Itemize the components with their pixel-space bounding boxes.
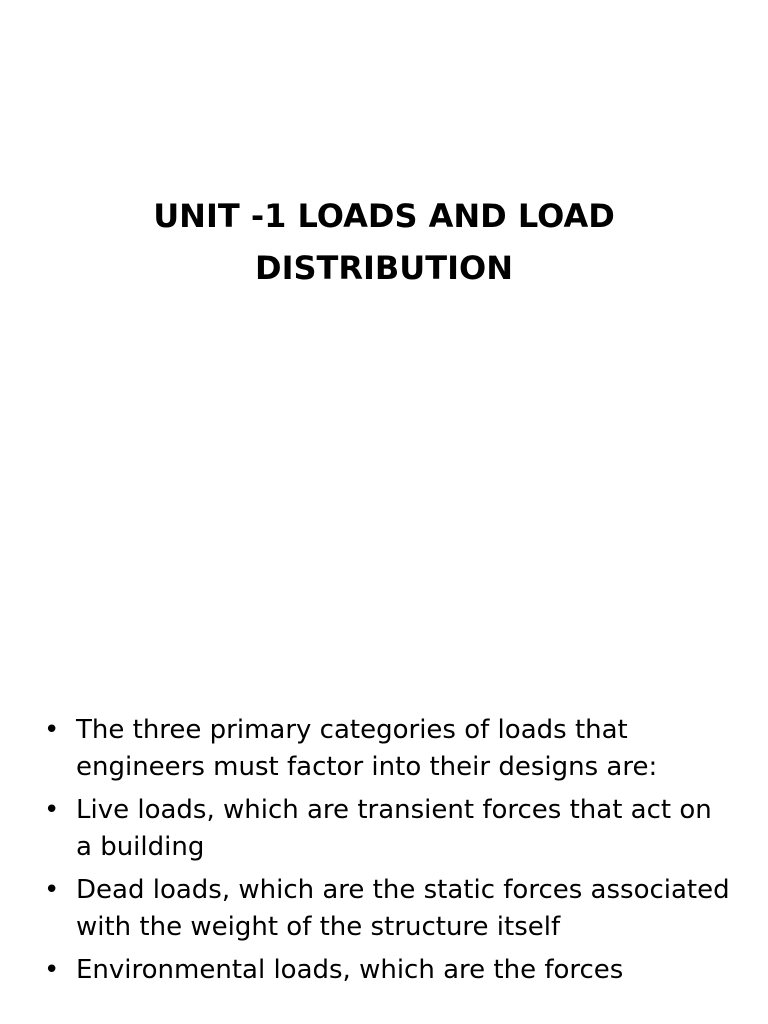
slide-title-line-2: DISTRIBUTION [255,249,513,287]
bullet-marker: • [44,715,60,745]
bullet-item-1 [40,712,730,786]
bullet-marker: • [44,795,60,825]
bullet-text: Live loads, which are transient forces that act on a building [76,795,712,862]
bullet-marker: • [44,955,60,985]
bullet-item-3 [40,872,730,946]
slide-title-line-1: UNIT -1 LOADS AND LOAD [153,197,615,235]
bullet-text: The three primary categories of loads that engineers must factor into their designs are: [76,715,658,782]
bullet-item-4 [40,952,730,989]
bullet-text: Dead loads, which are the static forces associated with the weight of the structure itself [76,875,730,942]
bullet-text: Environmental loads, which are the forces [76,955,624,985]
bullet-marker: • [44,875,60,905]
bullet-item-2 [40,792,730,866]
slide-title [40,190,728,294]
bullet-list [40,712,730,995]
